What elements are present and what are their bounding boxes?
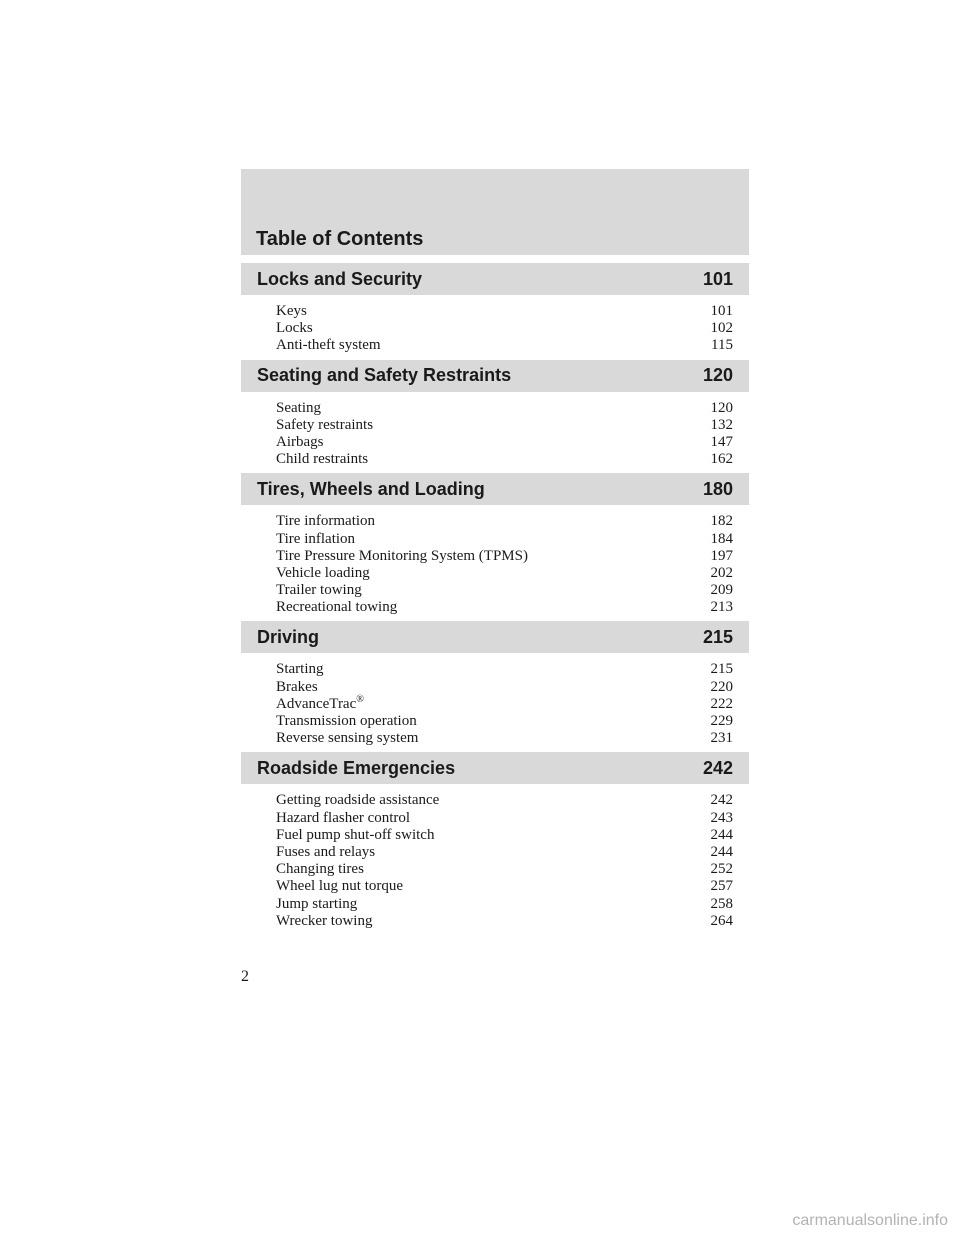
section-page: 242 — [702, 757, 733, 778]
entry-label-text: Safety restraints — [276, 416, 374, 433]
section-header[interactable] — [241, 360, 749, 392]
entry-page: 202 — [710, 564, 733, 581]
entry-list — [241, 653, 749, 752]
entry-label-text: Child restraints — [276, 451, 369, 468]
entry-label — [276, 513, 375, 530]
entry-label-text: Reverse sensing system — [276, 730, 419, 747]
entry-page: 197 — [710, 547, 733, 564]
entry-label — [276, 400, 321, 417]
toc-entry[interactable] — [276, 679, 733, 696]
entry-label-text: Transmission operation — [276, 713, 417, 729]
entry-label — [276, 337, 381, 354]
registered-mark: ® — [356, 693, 364, 705]
entry-label-text: Seating — [276, 399, 321, 416]
entry-label-text: Recreational towing — [276, 599, 398, 616]
toc-entry[interactable] — [276, 400, 733, 417]
section-title: Roadside Emergencies — [257, 757, 456, 778]
toc-entry[interactable] — [276, 810, 733, 827]
entry-page: 132 — [710, 416, 733, 433]
entry-page: 244 — [710, 843, 733, 860]
toc-entry[interactable] — [276, 337, 733, 354]
section-page: 180 — [702, 478, 733, 499]
entry-label — [276, 693, 364, 713]
entry-page: 162 — [710, 451, 733, 468]
entry-page: 102 — [710, 320, 733, 337]
entry-label-text: AdvanceTrac — [276, 695, 357, 712]
entry-label — [276, 417, 373, 434]
entry-label — [276, 792, 439, 809]
section-title: Seating and Safety Restraints — [257, 365, 512, 386]
entry-label — [276, 548, 528, 565]
toc-entry[interactable] — [276, 878, 733, 895]
toc-entry[interactable] — [276, 713, 733, 730]
toc-entry[interactable] — [276, 303, 733, 320]
entry-label — [276, 713, 417, 730]
entry-page: 258 — [710, 895, 733, 912]
entry-label-text: Starting — [276, 661, 324, 678]
toc-entry[interactable] — [276, 531, 733, 548]
entry-label-text: Vehicle loading — [276, 564, 370, 581]
page-title: Table of Contents — [256, 228, 424, 250]
toc-entry[interactable] — [276, 451, 733, 468]
entry-page: 101 — [710, 303, 733, 319]
entry-page: 229 — [710, 713, 733, 729]
section-header[interactable] — [241, 752, 749, 784]
page-number: 2 — [241, 968, 249, 985]
entry-list — [241, 505, 749, 621]
entry-page: 264 — [710, 912, 733, 929]
entry-page: 209 — [710, 582, 733, 599]
section-header[interactable] — [241, 473, 749, 505]
entry-label-text: Locks — [276, 320, 313, 337]
toc-entry[interactable] — [276, 565, 733, 582]
section-title: Tires, Wheels and Loading — [257, 478, 485, 499]
section-title: Locks and Security — [257, 268, 423, 289]
entry-label — [276, 896, 357, 913]
entry-list — [241, 784, 749, 935]
toc-section — [241, 752, 749, 935]
entry-label-text: Keys — [276, 303, 307, 319]
section-header[interactable] — [241, 621, 749, 653]
entry-label-text: Trailer towing — [276, 582, 362, 599]
entry-label — [276, 531, 355, 548]
table-of-contents — [241, 263, 749, 935]
entry-label-text: Brakes — [276, 678, 318, 695]
entry-label — [276, 303, 307, 320]
entry-label — [276, 913, 372, 930]
toc-entry[interactable] — [276, 861, 733, 878]
entry-label-text: Anti-theft system — [276, 337, 381, 354]
section-page: 215 — [702, 626, 733, 647]
entry-label — [276, 451, 368, 468]
entry-page: 231 — [710, 730, 733, 747]
entry-page: 184 — [710, 530, 733, 547]
entry-label-text: Airbags — [276, 433, 324, 450]
entry-label — [276, 582, 362, 599]
toc-entry[interactable] — [276, 693, 733, 713]
entry-page: 243 — [710, 809, 733, 826]
entry-page: 115 — [711, 337, 733, 354]
toc-entry[interactable] — [276, 548, 733, 565]
entry-label-text: Hazard flasher control — [276, 809, 411, 826]
entry-page: 147 — [710, 433, 733, 450]
toc-entry[interactable] — [276, 844, 733, 861]
section-page: 101 — [702, 268, 733, 289]
toc-entry[interactable] — [276, 417, 733, 434]
entry-label-text: Fuses and relays — [276, 843, 376, 860]
entry-label-text: Wrecker towing — [276, 912, 373, 929]
watermark: carmanualsonline.info — [792, 1212, 948, 1229]
section-header[interactable] — [241, 263, 749, 295]
entry-page: 257 — [710, 878, 733, 895]
entry-label-text: Getting roadside assistance — [276, 792, 440, 809]
entry-page: 120 — [710, 399, 733, 416]
entry-label — [276, 861, 364, 878]
entry-list — [241, 392, 749, 474]
entry-page: 244 — [710, 826, 733, 843]
entry-label — [276, 599, 397, 616]
toc-section — [241, 263, 749, 360]
entry-label — [276, 661, 324, 678]
entry-label-text: Tire inflation — [276, 530, 356, 547]
entry-label-text: Tire information — [276, 513, 376, 530]
entry-label — [276, 827, 434, 844]
entry-label-text: Wheel lug nut torque — [276, 878, 404, 895]
toc-entry[interactable] — [276, 661, 733, 678]
entry-label — [276, 434, 324, 451]
entry-label-text: Fuel pump shut-off switch — [276, 826, 435, 843]
toc-entry[interactable] — [276, 913, 733, 930]
entry-page: 252 — [710, 861, 733, 878]
toc-entry[interactable] — [276, 827, 733, 844]
entry-label — [276, 730, 418, 747]
page-header — [241, 169, 749, 255]
entry-label — [276, 679, 318, 696]
toc-entry[interactable] — [276, 896, 733, 913]
entry-page: 220 — [710, 678, 733, 695]
entry-label-text: Tire Pressure Monitoring System (TPMS) — [276, 547, 528, 564]
toc-entry[interactable] — [276, 792, 733, 809]
toc-entry[interactable] — [276, 320, 733, 337]
entry-label-text: Jump starting — [276, 895, 358, 912]
entry-label — [276, 565, 370, 582]
entry-page: 242 — [710, 792, 733, 809]
toc-entry[interactable] — [276, 599, 733, 616]
toc-section — [241, 360, 749, 474]
entry-page: 222 — [710, 695, 733, 712]
entry-label — [276, 844, 375, 861]
entry-page: 215 — [710, 661, 733, 678]
toc-entry[interactable] — [276, 434, 733, 451]
entry-label — [276, 878, 403, 895]
entry-label — [276, 810, 410, 827]
toc-entry[interactable] — [276, 582, 733, 599]
toc-section — [241, 621, 749, 752]
entry-page: 213 — [710, 599, 733, 616]
toc-section — [241, 473, 749, 621]
section-page: 120 — [702, 365, 733, 386]
entry-label-text: Changing tires — [276, 861, 364, 878]
section-title: Driving — [257, 626, 320, 647]
entry-page: 182 — [710, 513, 733, 530]
toc-entry[interactable] — [276, 730, 733, 747]
entry-label — [276, 320, 313, 337]
entry-list — [241, 295, 749, 360]
toc-entry[interactable] — [276, 513, 733, 530]
